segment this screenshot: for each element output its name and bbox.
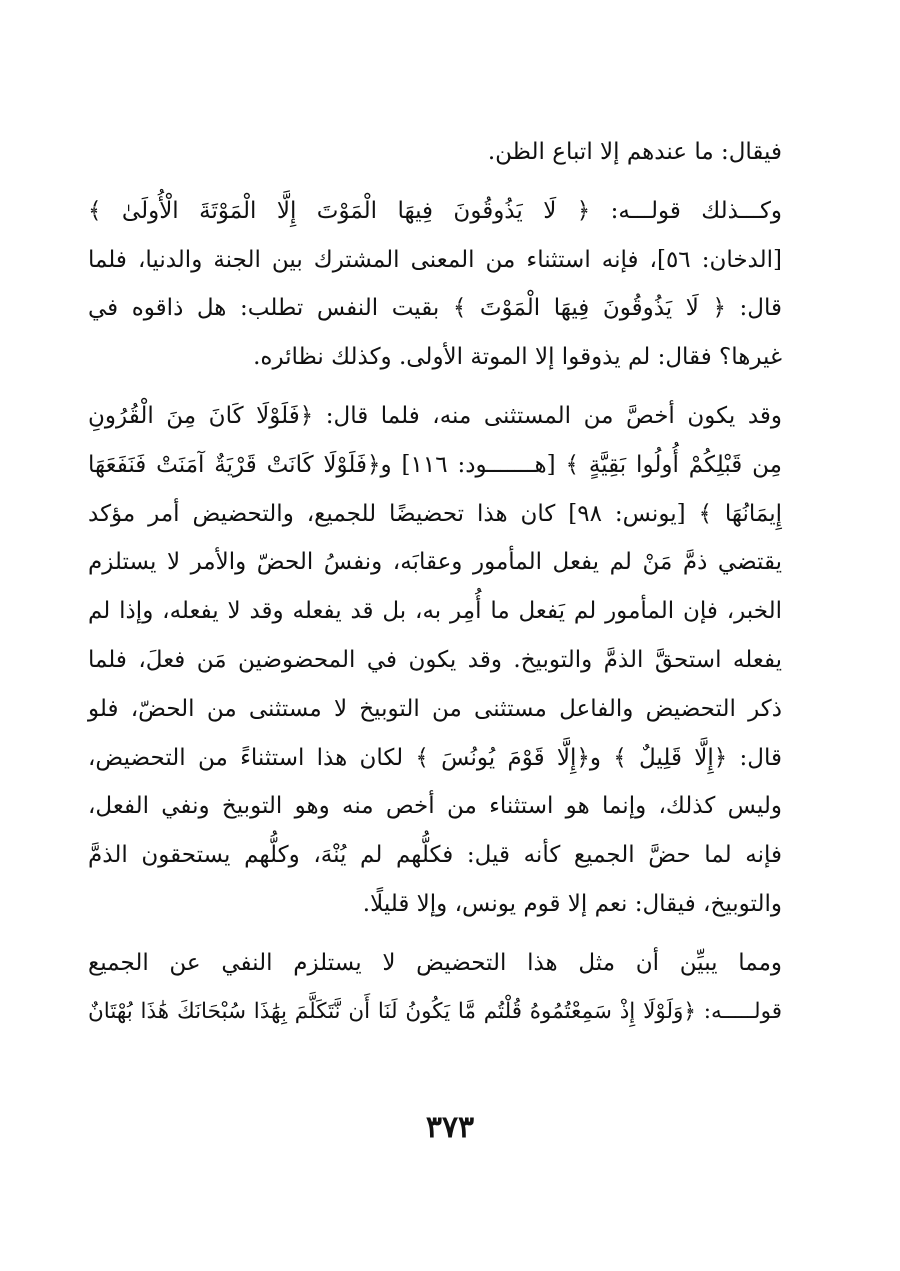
paragraph-4 <box>88 939 812 1037</box>
text-line: وكـــذلك قولـــه: ﴿ لَا يَذُوقُونَ فِيهَا الْمَوْتَ إِلَّا الْمَوْتَةَ الْأُولَىٰ ﴾ <box>88 197 782 224</box>
text-line: غيرها؟ فقال: لم يذوقوا إلا الموتة الأولى. وكذلك نظائره. <box>253 344 782 371</box>
text-line: ومما يبيِّن أن مثل هذا التحضيض لا يستلزم النفي عن الجميع <box>88 949 782 976</box>
page-number: ٣٧٣ <box>425 1110 475 1145</box>
text-line: وقد يكون أخصَّ من المستثنى منه، فلما قال: ﴿فَلَوْلَا كَانَ مِنَ الْقُرُونِ <box>88 402 782 429</box>
text-line: إِيمَانُهَا ﴾ [يونس: ٩٨] كان هذا تحضيضًا للجميع، والتحضيض أمر مؤكد <box>88 500 782 527</box>
text-line: ذكر التحضيض والفاعل مستثنى من التوبيخ لا مستثنى من الحضّ، فلو <box>88 695 782 722</box>
text-line: فإنه لما حضَّ الجميع كأنه قيل: فكلُّهم لم يُنْهَ، وكلُّهم يستحقون الذمَّ <box>88 842 782 869</box>
text-line: والتوبيخ، فيقال: نعم إلا قوم يونس، وإلا قليلًا. <box>362 890 782 917</box>
text-line: فيقال: ما عندهم إلا اتباع الظن. <box>487 139 782 165</box>
text-line: قولـــــه: ﴿وَلَوْلَا إِذْ سَمِعْتُمُوهُ قُلْتُم مَّا يَكُونُ لَنَا أَن نَّتَكَلَّمَ بِهَٰذَا سُبْحَانَكَ هَٰذَا بُهْتَانٌ <box>88 998 782 1024</box>
text-line: [الدخان: ٥٦]، فإنه استثناء من المعنى المشترك بين الجنة والدنيا، فلما <box>88 246 783 273</box>
paragraph-3 <box>88 392 812 929</box>
text-line: يفعله استحقَّ الذمَّ والتوبيخ. وقد يكون في المحضوضين مَن فعلَ، فلما <box>88 646 782 673</box>
text-line: قال: ﴿ لَا يَذُوقُونَ فِيهَا الْمَوْتَ ﴾ بقيت النفس تطلب: هل ذاقوه في <box>88 295 782 322</box>
text-line: وليس كذلك، وإنما هو استثناء من أخص منه وهو التوبيخ ونفي الفعل، <box>88 793 782 820</box>
text-line: مِن قَبْلِكُمْ أُولُوا بَقِيَّةٍ ﴾ [هـــــــود: ١١٦] و﴿فَلَوْلَا كَانَتْ قَرْيَةٌ آمَنَتْ فَنَفَعَهَا <box>88 451 782 478</box>
text-line: يقتضي ذمَّ مَنْ لم يفعل المأمور وعقابَه، ونفسُ الحضّ والأمر لا يستلزم <box>88 549 782 576</box>
paragraph-2 <box>88 187 812 382</box>
page-body <box>88 128 812 1046</box>
text-line: الخبر، فإن المأمور لم يَفعل ما أُمِر به، بل قد يفعله وقد لا يفعله، وإذا لم <box>88 598 782 625</box>
paragraph-1 <box>88 128 812 177</box>
text-line: قال: ﴿إِلَّا قَلِيلٌ ﴾ و﴿إِلَّا قَوْمَ يُونُسَ ﴾ لكان هذا استثناءً من التحضيض، <box>88 744 782 771</box>
